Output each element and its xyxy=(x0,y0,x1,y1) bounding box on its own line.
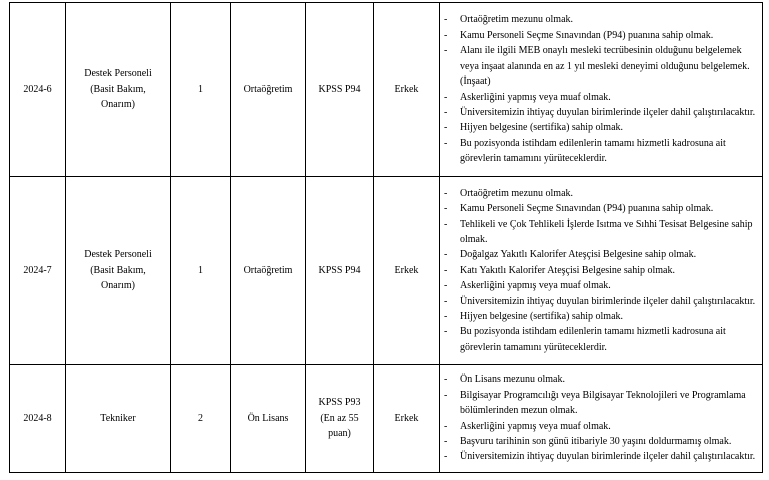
requirements-list xyxy=(440,186,762,355)
requirement-item: - Bu pozisyonda istihdam edilenlerin tamamı hizmetli kadrosuna ait görevlerin tamamını yürüteceklerdir. xyxy=(440,136,762,167)
position-title-line: Destek Personeli xyxy=(84,249,152,261)
requirement-item: - Kamu Personeli Seçme Sınavından (P94) puanına sahip olmak. xyxy=(440,201,762,216)
position-title-line: (Basit Bakım, xyxy=(90,83,146,95)
position-title-line: Onarım) xyxy=(101,280,135,292)
requirement-item: - Askerliğini yapmış veya muaf olmak. xyxy=(440,90,762,105)
requirements-list xyxy=(440,372,762,464)
requirements-cell xyxy=(440,3,763,177)
position-title-line: Tekniker xyxy=(100,412,136,424)
requirement-item: - Kamu Personeli Seçme Sınavından (P94) puanına sahip olmak. xyxy=(440,28,762,43)
position-title-line: Destek Personeli xyxy=(84,68,152,80)
requirement-item: - Üniversitemizin ihtiyaç duyulan birimlerinde ilçeler dahil çalıştırılacaktır. xyxy=(440,449,762,464)
requirement-item: - Ortaöğretim mezunu olmak. xyxy=(440,186,762,201)
requirement-item: - Başvuru tarihinin son günü itibariyle 30 yaşını doldurmamış olmak. xyxy=(440,434,762,449)
position-count: 2 xyxy=(171,365,231,473)
requirement-item: - Tehlikeli ve Çok Tehlikeli İşlerde Isıtma ve Sıhhi Tesisat Belgesine sahip olmak. xyxy=(440,217,762,248)
gender: Erkek xyxy=(374,177,440,365)
position-title xyxy=(66,3,171,177)
requirement-item: - Askerliğini yapmış veya muaf olmak. xyxy=(440,419,762,434)
table-row xyxy=(10,365,763,473)
requirement-item: - Üniversitemizin ihtiyaç duyulan birimlerinde ilçeler dahil çalıştırılacaktır. xyxy=(440,294,762,309)
position-code: 2024-6 xyxy=(10,3,66,177)
position-count: 1 xyxy=(171,177,231,365)
position-code: 2024-8 xyxy=(10,365,66,473)
education-level: Ortaöğretim xyxy=(231,3,306,177)
requirement-item: - Bilgisayar Programcılığı veya Bilgisayar Teknolojileri ve Programlama bölümlerinden mezun olmak. xyxy=(440,388,762,419)
exam-score-type: KPSS P94 xyxy=(306,177,374,365)
education-level: Ön Lisans xyxy=(231,365,306,473)
requirements-cell xyxy=(440,365,763,473)
table-row xyxy=(10,3,763,177)
exam-score-type: KPSS P94 xyxy=(306,3,374,177)
exam-score-line: (En az 55 xyxy=(320,412,359,424)
requirement-item: - Askerliğini yapmış veya muaf olmak. xyxy=(440,278,762,293)
requirement-item: - Doğalgaz Yakıtlı Kalorifer Ateşçisi Belgesine sahip olmak. xyxy=(440,247,762,262)
table-row xyxy=(10,177,763,365)
requirement-item: - Üniversitemizin ihtiyaç duyulan birimlerinde ilçeler dahil çalıştırılacaktır. xyxy=(440,105,762,120)
requirements-cell xyxy=(440,177,763,365)
requirement-item: - Bu pozisyonda istihdam edilenlerin tamamı hizmetli kadrosuna ait görevlerin tamamını yürüteceklerdir. xyxy=(440,324,762,355)
requirements-list xyxy=(440,12,762,166)
exam-score-line: puan) xyxy=(328,428,351,440)
position-title xyxy=(66,177,171,365)
requirement-item: - Hijyen belgesine (sertifika) sahip olmak. xyxy=(440,309,762,324)
requirement-item: - Hijyen belgesine (sertifika) sahip olmak. xyxy=(440,120,762,135)
exam-score-line: KPSS P93 xyxy=(318,397,361,409)
position-title-line: (Basit Bakım, xyxy=(90,264,146,276)
exam-score-type xyxy=(306,365,374,473)
gender: Erkek xyxy=(374,3,440,177)
education-level: Ortaöğretim xyxy=(231,177,306,365)
requirement-item: - Ön Lisans mezunu olmak. xyxy=(440,372,762,387)
requirement-item: - Alanı ile ilgili MEB onaylı mesleki tecrübesinin olduğunu belgelemek veya inşaat alanında en az 1 yıl mesleki deneyimi olduğunu belgelemek. (İnşaat) xyxy=(440,43,762,89)
position-title xyxy=(66,365,171,473)
gender: Erkek xyxy=(374,365,440,473)
position-count: 1 xyxy=(171,3,231,177)
requirement-item: - Katı Yakıtlı Kalorifer Ateşçisi Belgesine sahip olmak. xyxy=(440,263,762,278)
job-requirements-table xyxy=(9,2,763,473)
position-code: 2024-7 xyxy=(10,177,66,365)
position-title-line: Onarım) xyxy=(101,99,135,111)
requirement-item: - Ortaöğretim mezunu olmak. xyxy=(440,12,762,27)
